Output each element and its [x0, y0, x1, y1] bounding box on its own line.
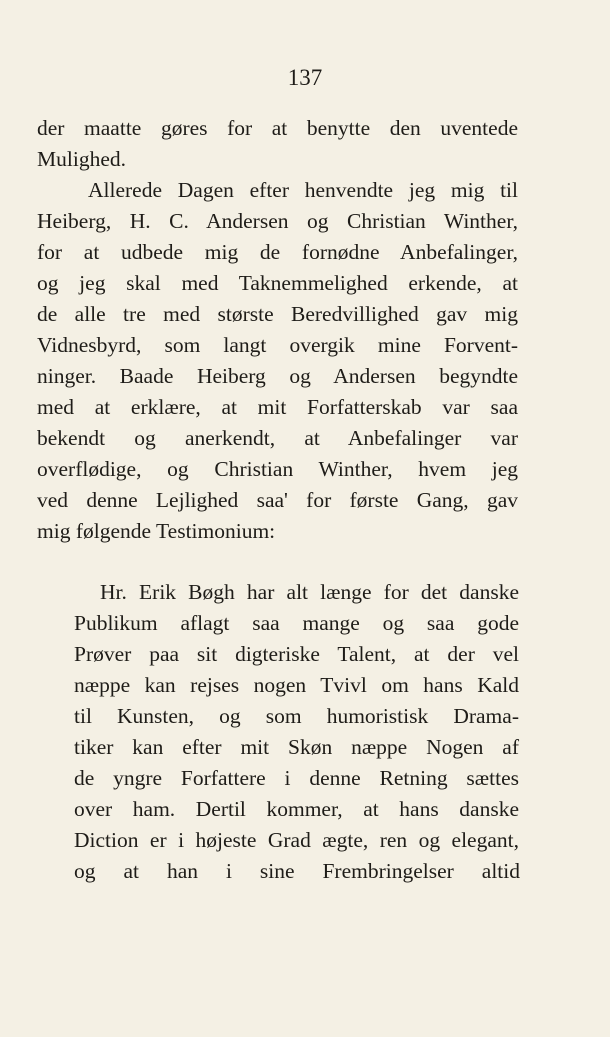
quote-line: Diction er i højeste Grad ægte, ren og elegant, — [74, 828, 519, 852]
quote-line: og at han i sine Frembringelser altid — [74, 859, 520, 883]
text-line: med at erklære, at mit Forfatterskab var saa — [37, 395, 518, 419]
text-line: Mulighed. — [37, 147, 126, 171]
text-line: Allerede Dagen efter henvendte jeg mig til — [88, 178, 518, 202]
quote-line: tiker kan efter mit Skøn næppe Nogen af — [74, 735, 519, 759]
page-number: 137 — [287, 65, 323, 90]
text-line: Vidnesbyrd, som langt overgik mine Forvent- — [37, 333, 518, 357]
quote-line: Prøver paa sit digteriske Talent, at der vel — [74, 642, 519, 666]
text-line: og jeg skal med Taknemmelighed erkende, at — [37, 271, 518, 295]
text-line: der maatte gøres for at benytte den uventede — [37, 116, 518, 140]
quote-line: til Kunsten, og som humoristisk Drama- — [74, 704, 519, 728]
quote-line: Publikum aflagt saa mange og saa gode — [74, 611, 519, 635]
text-line: de alle tre med største Beredvillighed gav mig — [37, 302, 518, 326]
quote-line: Hr. Erik Bøgh har alt længe for det danske — [100, 580, 519, 604]
text-line: for at udbede mig de fornødne Anbefalinger, — [37, 240, 518, 264]
quote-line: de yngre Forfattere i denne Retning sættes — [74, 766, 519, 790]
text-line: ninger. Baade Heiberg og Andersen begyndte — [37, 364, 518, 388]
text-line: ved denne Lejlighed saa' for første Gang, gav — [37, 488, 518, 512]
text-line: bekendt og anerkendt, at Anbefalinger var — [37, 426, 518, 450]
quote-line: næppe kan rejses nogen Tvivl om hans Kald — [74, 673, 519, 697]
text-line: Heiberg, H. C. Andersen og Christian Winther, — [37, 209, 518, 233]
quote-line: over ham. Dertil kommer, at hans danske — [74, 797, 519, 821]
text-line: overflødige, og Christian Winther, hvem jeg — [37, 457, 518, 481]
text-line: mig følgende Testimonium: — [37, 519, 276, 543]
